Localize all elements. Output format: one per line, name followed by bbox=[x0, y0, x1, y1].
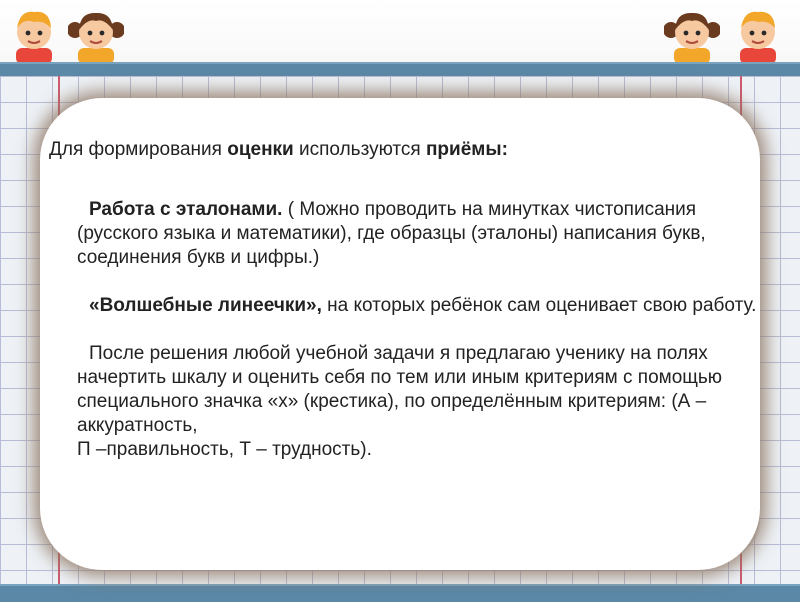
boy-cartoon-icon bbox=[6, 4, 62, 64]
para-bold-title: Работа с эталонами. bbox=[89, 199, 283, 220]
paragraph-etalons: Работа с эталонами. ( Можно проводить на минутках чистописания (русского языка и математики), где образцы (эталоны) написания букв, соединения букв и цифры.) bbox=[77, 199, 706, 268]
kids-decoration-right bbox=[654, 0, 794, 64]
paragraph-self-assessment: После решения любой учебной задачи я предлагаю ученику на полях начертить шкалу и оценить себя по тем или иным критериям с помощью специального значка «х» (крестика), по определённым критериям: (А – аккуратность, П –правильность, Т – трудность). bbox=[77, 343, 723, 460]
slide-content bbox=[42, 138, 758, 486]
heading-bold-term: приёмы: bbox=[425, 139, 508, 160]
para-bold-title: «Волшебные линеечки», bbox=[89, 295, 322, 316]
bottom-stripe bbox=[0, 584, 800, 602]
girl-cartoon-icon bbox=[664, 4, 720, 64]
heading-bold-term: оценки bbox=[227, 139, 294, 160]
slide-heading: Для формирования оценки используются приёмы: bbox=[49, 139, 508, 160]
paragraph-magic-rulers: «Волшебные линеечки», на которых ребёнок сам оценивает свою работу. bbox=[89, 295, 757, 316]
boy-cartoon-icon bbox=[730, 4, 786, 64]
girl-cartoon-icon bbox=[68, 4, 124, 64]
kids-decoration-left bbox=[6, 0, 146, 64]
